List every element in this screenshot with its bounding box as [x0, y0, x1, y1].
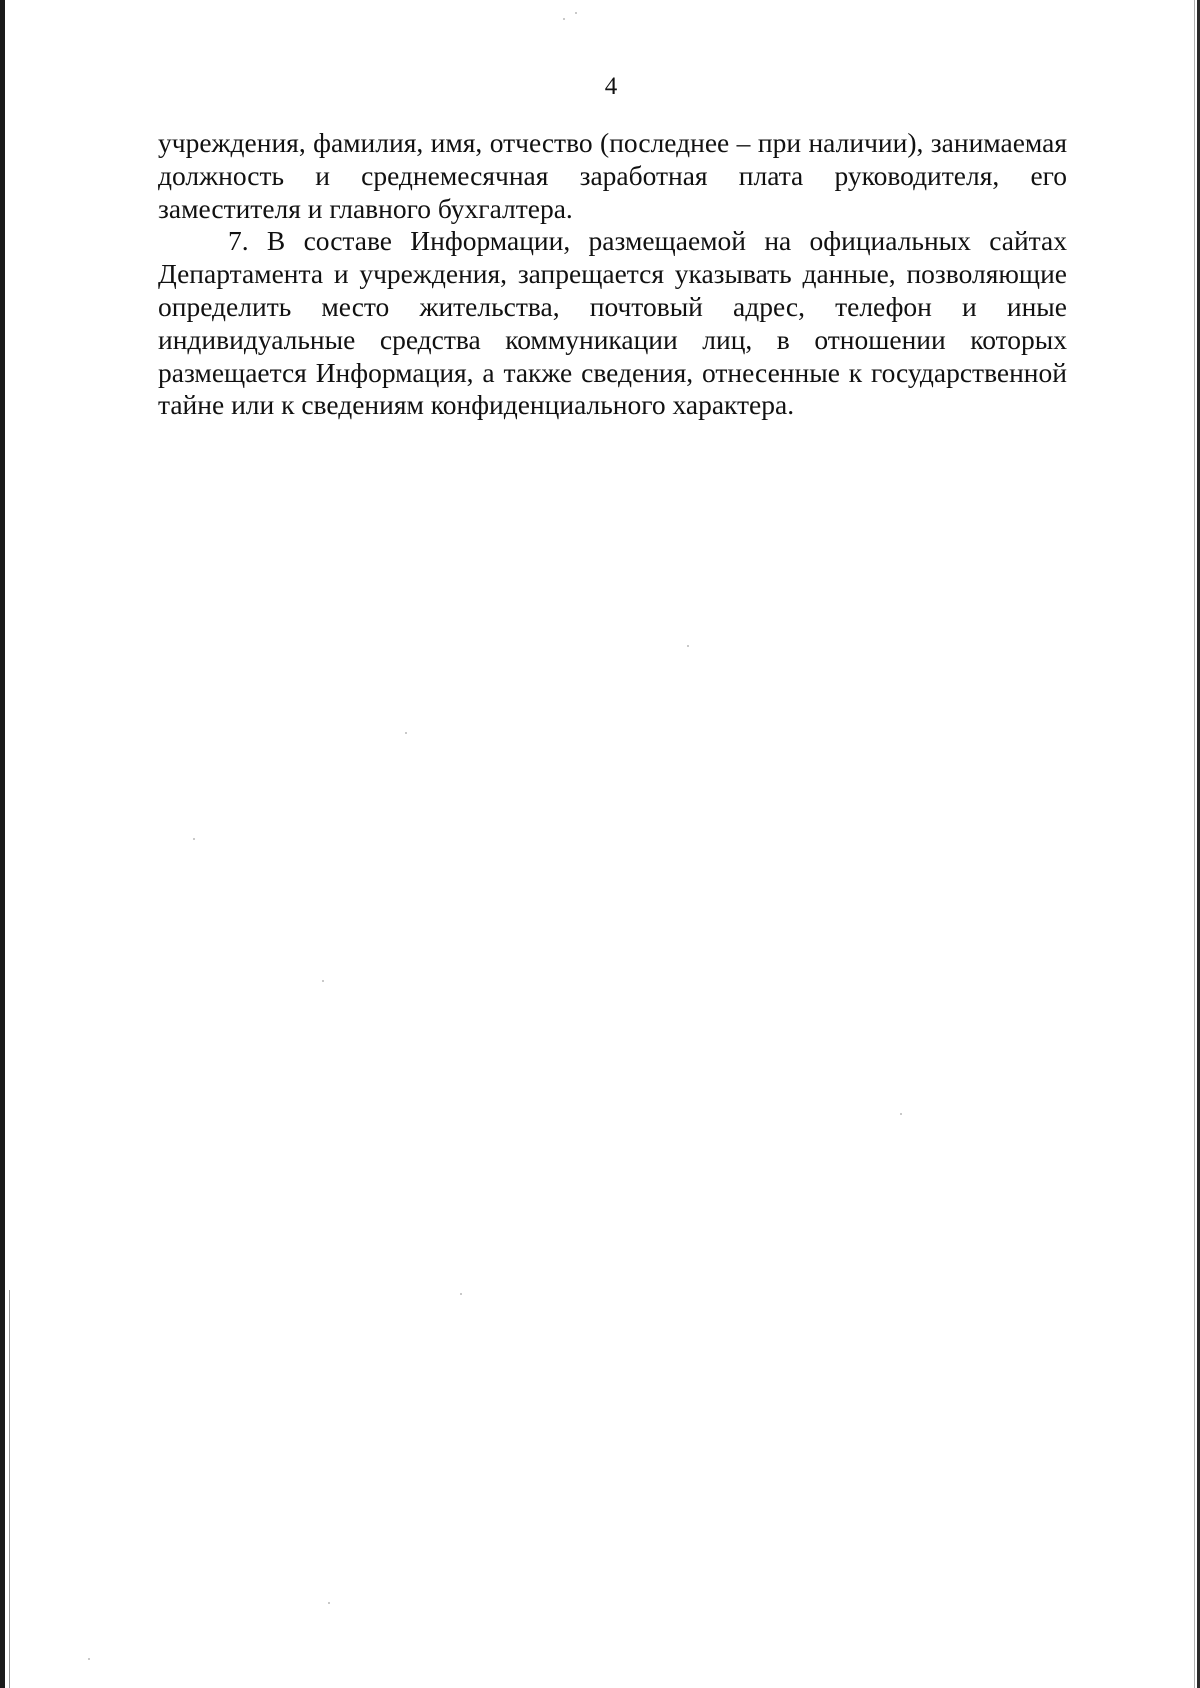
- scan-speck: [900, 1113, 902, 1115]
- scan-speck: [88, 1658, 90, 1660]
- scan-speck: [328, 1602, 330, 1604]
- scan-speck: [687, 645, 689, 647]
- scan-speck: [563, 18, 565, 20]
- scan-line-right: [1194, 0, 1195, 1688]
- scan-speck: [322, 980, 324, 982]
- scan-speck: [405, 732, 407, 734]
- scan-speck: [193, 838, 195, 840]
- paragraph-item-7: 7. В составе Информации, размещаемой на официальных сайтах Департамента и учреждения, запрещается указывать данные, позволяющие определить место жительства, почтовый адрес, телефон и иные индивидуальные средства коммуникации лиц, в отношении которых размещается Информация, а также сведения, отнесенные к государственной тайне или к сведениям конфиденциального характера.: [158, 225, 1067, 421]
- scan-line-left: [9, 1290, 10, 1688]
- scan-speck: [575, 12, 577, 14]
- scan-speck: [460, 1293, 462, 1295]
- page-number: 4: [604, 73, 618, 100]
- scan-border-left: [0, 0, 5, 1688]
- document-body: [158, 127, 1067, 422]
- paragraph-continuation: учреждения, фамилия, имя, отчество (последнее – при наличии), занимаемая должность и среднемесячная заработная плата руководителя, его заместителя и главного бухгалтера.: [158, 127, 1067, 224]
